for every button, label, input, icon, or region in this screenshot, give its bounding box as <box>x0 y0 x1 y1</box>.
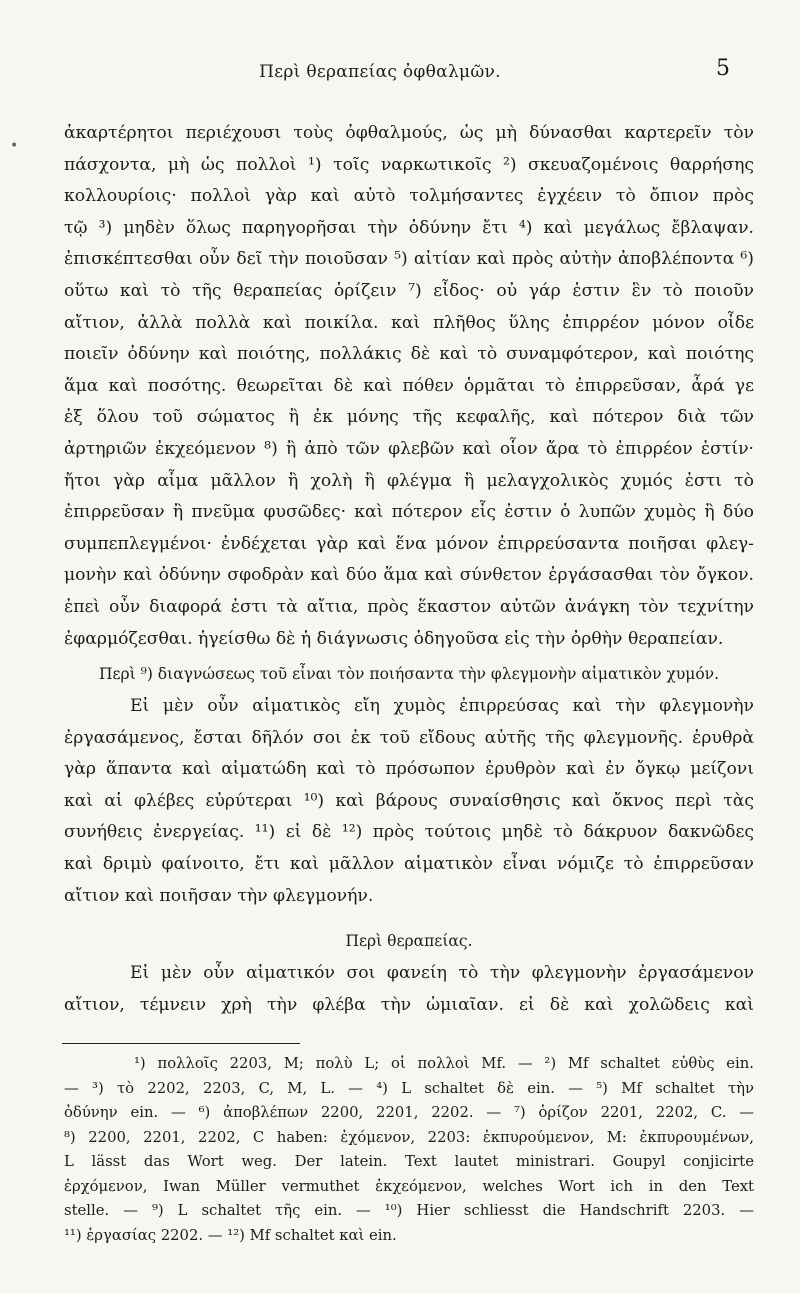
footnotes <box>64 1052 754 1248</box>
text-line: ἐφαρμόζεσθαι. ἡγείσθω δὲ ἡ διάγνωσις ὁδηγοῦσα εἰς τὴν ὀρθὴν θεραπείαν. <box>64 628 724 649</box>
text-line: πάσχοντα, μὴ ὡς πολλοὶ ¹) τοῖς ναρκωτικοῖς ²) σκευαζομένοις θαρρήσης <box>64 154 754 175</box>
text-line: ἐπιρρεῦσαν ἢ πνεῦμα φυσῶδες· καὶ πότερον εἷς ἐστιν ὁ λυπῶν χυμὸς ἢ δύο <box>64 502 754 523</box>
text-line: ἐπισκέπτεσθαι οὖν δεῖ τὴν ποιοῦσαν ⁵) αἰτίαν καὶ πρὸς αὐτὴν ἀποβλέποντα ⁶) <box>64 249 754 270</box>
text-line: Εἰ μὲν οὖν αἱματικόν σοι φανείη τὸ τὴν φλεγμονὴν ἐργασάμενον <box>130 963 754 984</box>
section-heading: Περὶ ⁹) διαγνώσεως τοῦ εἶναι τὸν ποιήσαντα τὴν φλεγμονὴν αἱματικὸν χυμόν. <box>98 665 720 684</box>
text-line: συνήθεις ἐνεργείας. ¹¹) εἰ δὲ ¹²) πρὸς τούτοις μηδὲ τὸ δάκρυον δακνῶδες <box>64 822 754 843</box>
footnote-line: ὀδύνην ein. — ⁶) ἀποβλέπων 2200, 2201, 2202. — ⁷) ὁρίζον 2201, 2202, C. — <box>64 1104 754 1121</box>
text-line: αἴτιον, τέμνειν χρὴ τὴν φλέβα τὴν ὠμιαῖαν. εἰ δὲ καὶ χολῶδεις καὶ <box>64 994 754 1015</box>
text-line: ἀρτηριῶν ἐκχεόμενον ⁸) ἢ ἀπὸ τῶν φλεβῶν καὶ οἷον ἄρα τὸ ἐπιρρέον ἐστίν· <box>64 438 754 459</box>
text-line: γὰρ ἅπαντα καὶ αἱματώδη καὶ τὸ πρόσωπον ἐρυθρὸν καὶ ἐν ὄγκῳ μείζονι <box>64 759 754 780</box>
page-number: 5 <box>716 56 730 81</box>
text-line: κολλουρίοις· πολλοὶ γὰρ καὶ αὐτὸ τολμήσαντες ἐγχέειν τὸ ὄπιον πρὸς <box>64 186 754 207</box>
footnote-line: ¹¹) ἐργασίας 2202. — ¹²) Mf schaltet καὶ ein. <box>64 1226 397 1244</box>
text-line: αἴτιον καὶ ποιῆσαν τὴν φλεγμονήν. <box>64 885 374 906</box>
footnote-line: L lässt das Wort weg. Der latein. Text lautet ministrari. Goupyl conjicirte <box>64 1153 754 1170</box>
text-line: καὶ δριμὺ φαίνοιτο, ἔτι καὶ μᾶλλον αἱματικὸν εἶναι νόμιζε τὸ ἐπιρρεῦσαν <box>64 854 754 875</box>
text-line: Εἰ μὲν οὖν αἱματικὸς εἴη χυμὸς ἐπιρρεύσας καὶ τὴν φλεγμονὴν <box>130 696 754 717</box>
text-line: καὶ αἱ φλέβες εὐρύτεραι ¹⁰) καὶ βάρους συναίσθησις καὶ ὄκνος περὶ τὰς <box>64 790 754 811</box>
main-text <box>64 118 754 1021</box>
text-line: οὕτω καὶ τὸ τῆς θεραπείας ὁρίζειν ⁷) εἶδος· οὐ γάρ ἐστιν ἓν τὸ ποιοῦν <box>64 280 754 301</box>
text-line: ποιεῖν ὀδύνην καὶ ποιότης, πολλάκις δὲ καὶ τὸ συναμφότερον, καὶ ποιότης <box>64 344 754 365</box>
text-line: μονὴν καὶ ὀδύνην σφοδρὰν καὶ δύο ἅμα καὶ σύνθετον ἐργάσασθαι τὸν ὄγκον. <box>64 565 754 586</box>
section-heading: Περὶ θεραπείας. <box>345 932 473 951</box>
footnote-line: ⁸) 2200, 2201, 2202, C haben: ἐχόμενον, 2203: ἐκπυρούμενον, M: ἐκπυρουμένων, <box>64 1128 754 1146</box>
running-head <box>0 56 800 92</box>
text-line: ἐξ ὅλου τοῦ σώματος ἢ ἐκ μόνης τῆς κεφαλῆς, καὶ πότερον διὰ τῶν <box>64 407 754 428</box>
text-line: ἅμα καὶ ποσότης. θεωρεῖται δὲ καὶ πόθεν ὁρμᾶται τὸ ἐπιρρεῦσαν, ἆρά γε <box>64 375 754 396</box>
footnote-line: stelle. — ⁹) L schaltet τῆς ein. — ¹⁰) Hier schliesst die Handschrift 2203. — <box>64 1202 754 1219</box>
footnote-line: ¹) πολλοῖς 2203, M; πολὺ L; οἱ πολλοὶ Mf. — ²) Mf schaltet εὐθὺς ein. <box>134 1055 754 1072</box>
marginal-mark: • <box>10 138 19 154</box>
text-line: τῷ ³) μηδὲν ὅλως παρηγορῆσαι τὴν ὀδύνην ἔτι ⁴) καὶ μεγάλως ἔβλαψαν. <box>64 217 754 238</box>
footnote-line: ἐρχόμενον, Iwan Müller vermuthet ἐκχεόμενον, welches Wort ich in den Text <box>64 1177 754 1195</box>
text-line: συμπεπλεγμένοι· ἐνδέχεται γὰρ καὶ ἕνα μόνον ἐπιρρεύσαντα ποιῆσαι φλεγ- <box>64 533 754 554</box>
text-line: ἤτοι γὰρ αἷμα μᾶλλον ἢ χολὴ ἢ φλέγμα ἢ μελαγχολικὸς χυμός ἐστι τὸ <box>64 470 754 491</box>
text-line: ἀκαρτέρητοι περιέχουσι τοὺς ὀφθαλμούς, ὡς μὴ δύνασθαι καρτερεῖν τὸν <box>64 123 754 143</box>
text-line: ἐπεὶ οὖν διαφορά ἐστι τὰ αἴτια, πρὸς ἕκαστον αὐτῶν ἀνάγκη τὸν τεχνίτην <box>64 596 754 617</box>
running-head-title: Περὶ θεραπείας ὀφθαλμῶν. <box>259 62 501 82</box>
text-line: ἐργασάμενος, ἔσται δῆλόν σοι ἐκ τοῦ εἴδους αὐτῆς τῆς φλεγμονῆς. ἐρυθρὰ <box>64 727 754 748</box>
footnote-line: — ³) τὸ 2202, 2203, C, M, L. — ⁴) L schaltet δὲ ein. — ⁵) Mf schaltet τὴν <box>64 1079 754 1097</box>
footnote-divider <box>62 1043 300 1044</box>
text-line: αἴτιον, ἀλλὰ πολλὰ καὶ ποικίλα. καὶ πλῆθος ὕλης ἐπιρρέον μόνον οἶδε <box>64 312 754 333</box>
